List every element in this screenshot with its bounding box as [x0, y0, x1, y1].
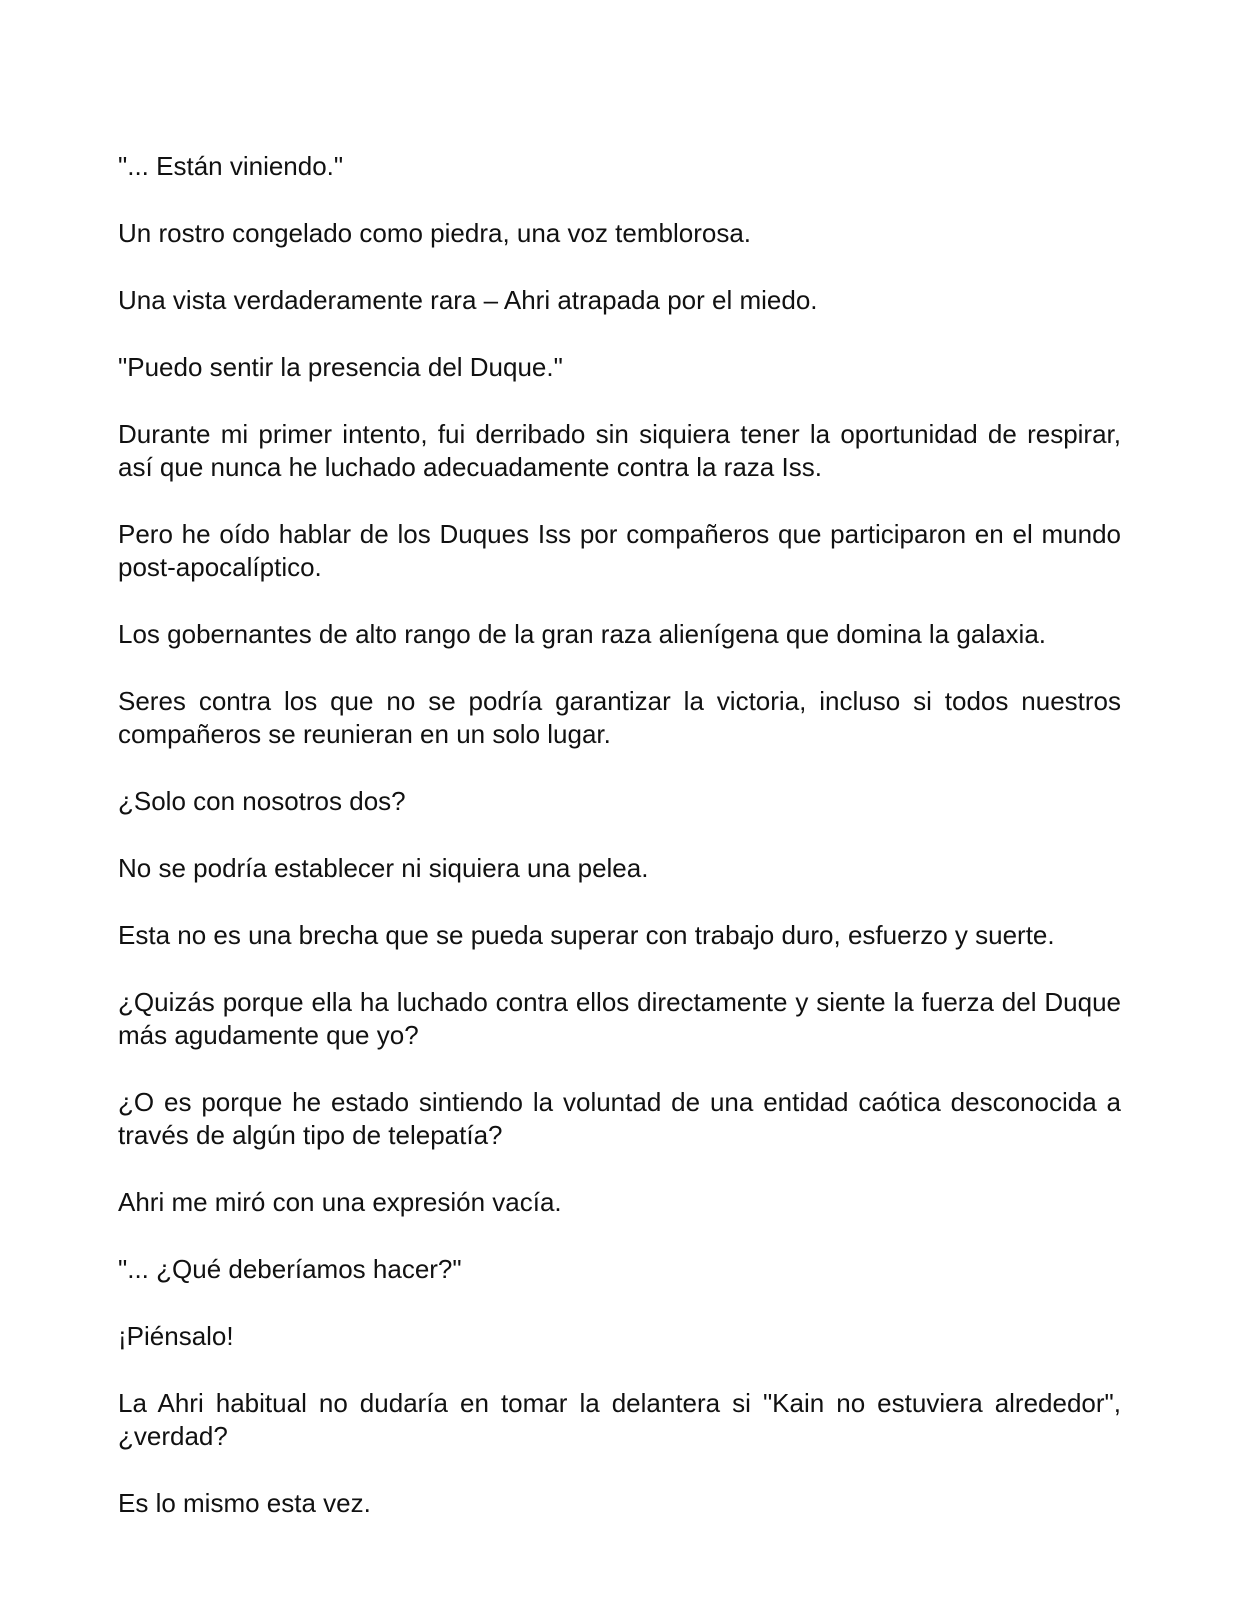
paragraph-16: ¡Piénsalo! — [118, 1321, 234, 1351]
paragraph-3: Una vista verdaderamente rara – Ahri atrapada por el miedo. — [118, 285, 818, 315]
paragraph-6: Pero he oído hablar de los Duques Iss por compañeros que participaron en el mundo post-apocalíptico. — [118, 519, 1121, 582]
paragraph-7: Los gobernantes de alto rango de la gran raza alienígena que domina la galaxia. — [118, 619, 1047, 649]
paragraph-2: Un rostro congelado como piedra, una voz temblorosa. — [118, 218, 752, 248]
paragraph-5: Durante mi primer intento, fui derribado sin siquiera tener la oportunidad de respirar, así que nunca he luchado adecuadamente contra la raza Iss. — [118, 419, 1121, 482]
document-body — [118, 150, 1121, 1554]
paragraph-15: "... ¿Qué deberíamos hacer?" — [118, 1254, 462, 1284]
paragraph-18: Es lo mismo esta vez. — [118, 1488, 371, 1518]
paragraph-17: La Ahri habitual no dudaría en tomar la delantera si "Kain no estuviera alrededor", ¿verdad? — [118, 1388, 1121, 1451]
paragraph-1: "... Están viniendo." — [118, 151, 344, 181]
paragraph-8: Seres contra los que no se podría garantizar la victoria, incluso si todos nuestros compañeros se reunieran en un solo lugar. — [118, 686, 1121, 749]
paragraph-12: ¿Quizás porque ella ha luchado contra ellos directamente y siente la fuerza del Duque más agudamente que yo? — [118, 987, 1121, 1050]
paragraph-4: "Puedo sentir la presencia del Duque." — [118, 352, 563, 382]
paragraph-9: ¿Solo con nosotros dos? — [118, 786, 406, 816]
paragraph-13: ¿O es porque he estado sintiendo la voluntad de una entidad caótica desconocida a través de algún tipo de telepatía? — [118, 1087, 1121, 1150]
paragraph-11: Esta no es una brecha que se pueda superar con trabajo duro, esfuerzo y suerte. — [118, 920, 1055, 950]
paragraph-14: Ahri me miró con una expresión vacía. — [118, 1187, 562, 1217]
paragraph-10: No se podría establecer ni siquiera una pelea. — [118, 853, 649, 883]
